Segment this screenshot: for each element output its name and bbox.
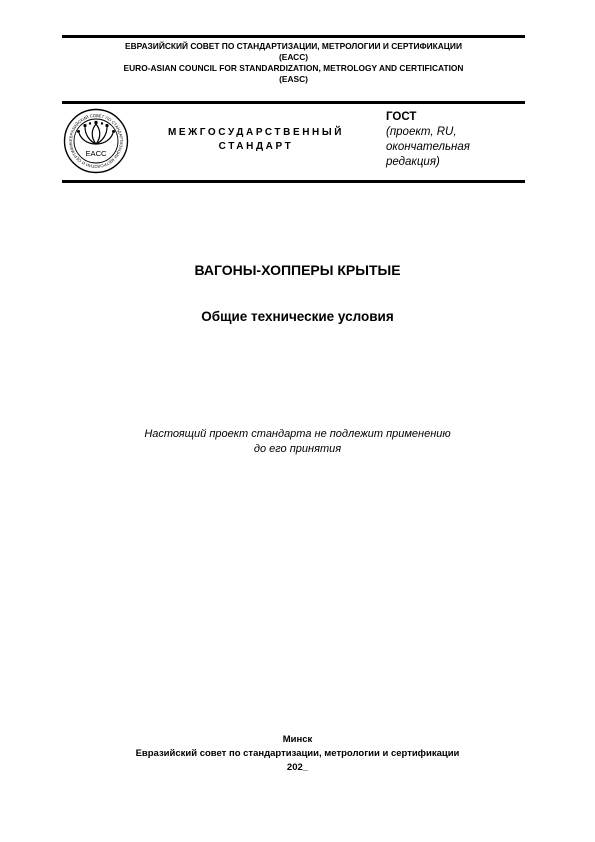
council-name-en: EURO-ASIAN COUNCIL FOR STANDARDIZATION, METROLOGY AND CERTIFICATION	[123, 63, 464, 73]
standard-type-line1: МЕЖГОСУДАРСТВЕННЫЙ	[167, 127, 345, 138]
gost-designation	[386, 110, 516, 170]
council-abbr-ru: (ЕАСС)	[278, 52, 309, 62]
document-title: ВАГОНЫ-ХОППЕРЫ КРЫТЫЕ	[194, 262, 401, 278]
bottom-rule	[62, 180, 525, 183]
footer-city: Минск	[282, 734, 313, 745]
footer-publisher: Евразийский совет по стандартизации, метрологии и сертификации	[135, 748, 460, 759]
top-rule	[62, 35, 525, 38]
draft-notice-line1: Настоящий проект стандарта не подлежит применению	[144, 428, 451, 440]
easc-emblem-icon	[63, 108, 129, 174]
imprint-footer	[0, 733, 595, 775]
footer-year: 202_	[286, 762, 309, 773]
emblem-ring-text: ЕВРАЗИЙСКИЙ СОВЕТ ПО СТАНДАРТИЗАЦИИ МЕТРОЛОГИИ И СЕРТИФИК	[67, 112, 125, 170]
council-abbr-en: (EASC)	[279, 74, 308, 84]
gost-label: ГОСТ	[386, 111, 417, 123]
council-name-ru: ЕВРАЗИЙСКИЙ СОВЕТ ПО СТАНДАРТИЗАЦИИ, МЕТРОЛОГИИ И СЕРТИФИКАЦИИ	[125, 41, 462, 51]
emblem-abbr: EACC	[85, 149, 107, 158]
draft-notice-line2: до его принятия	[253, 443, 342, 455]
standard-type-line2: СТАНДАРТ	[218, 141, 294, 152]
document-subtitle: Общие технические условия	[201, 309, 394, 324]
draft-notice	[0, 427, 595, 457]
gost-status: (проект, RU, окончательная редакция)	[386, 126, 470, 168]
standard-type	[140, 126, 372, 154]
middle-rule	[62, 101, 525, 104]
council-header	[62, 41, 525, 85]
